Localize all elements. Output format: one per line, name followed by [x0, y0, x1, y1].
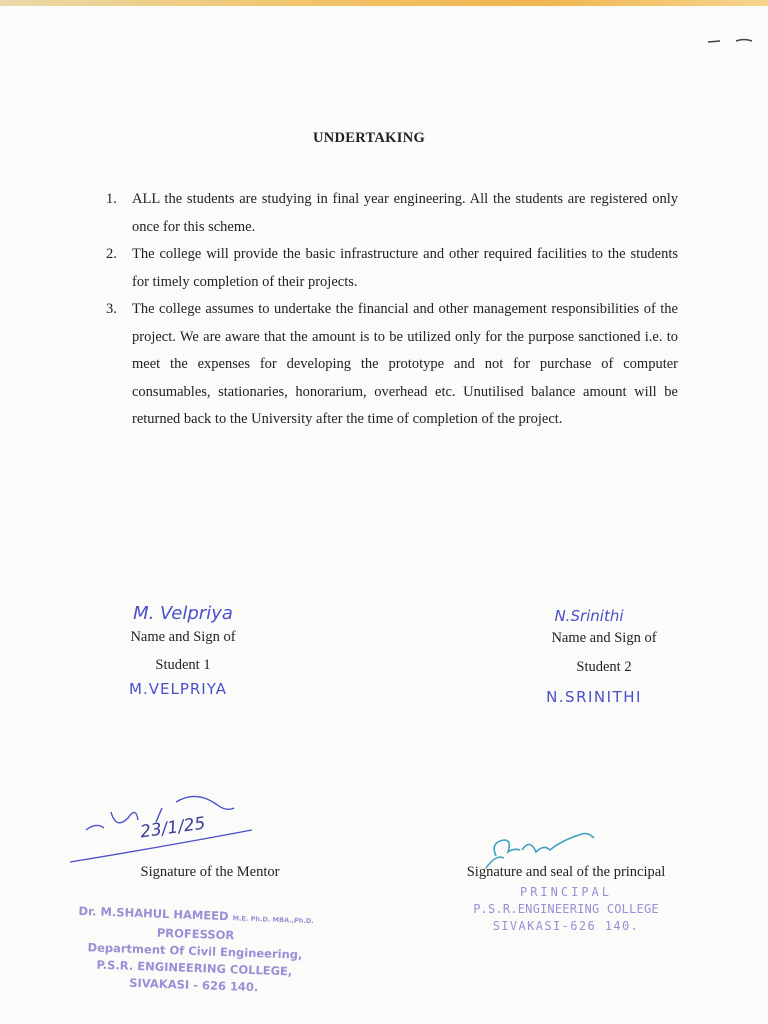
list-item-text: The college assumes to undertake the financial and other management responsibilities of the project. We are aware that the amount is to be utilized only for the purpose sanctioned i.e. to meet the expenses for developing the prototype and not for purchase of computer consumables, stationaries, honorarium, overhead etc. Unutilised balance amount will be returned back to the University after the time of completion of the project. — [132, 301, 678, 427]
student1-signature-block — [98, 602, 268, 698]
list-item-number: 3. — [106, 301, 117, 317]
student1-label-line1: Name and Sign of — [130, 629, 236, 645]
principal-stamp — [446, 884, 686, 935]
document-title: UNDERTAKING — [312, 130, 426, 146]
list-item-number: 2. — [106, 246, 117, 262]
list-item-number: 1. — [106, 191, 117, 207]
mentor-label: Signature of the Mentor — [140, 864, 280, 880]
list-item — [106, 296, 678, 434]
student1-name: M.VELPRIYA — [129, 680, 227, 698]
mentor-stamp-line3: Department Of Civil Engineering, — [87, 940, 303, 962]
mentor-stamp — [69, 903, 322, 999]
mentor-stamp-name: Dr. M.SHAHUL HAMEED — [78, 903, 229, 924]
student2-signature-block — [519, 606, 689, 706]
list-item — [106, 241, 678, 296]
corner-pen-mark — [706, 36, 754, 46]
principal-stamp-line3: SIVAKASI-626 140. — [492, 919, 640, 933]
undertaking-list — [106, 186, 678, 434]
top-edge-strip — [0, 0, 768, 6]
student2-label-line2: Student 2 — [576, 659, 632, 675]
list-item — [106, 186, 678, 241]
principal-stamp-line1: PRINCIPAL — [519, 885, 613, 899]
mentor-stamp-degrees: M.E. Ph.D. MBA.,Ph.D. — [232, 914, 314, 926]
principal-stamp-line2: P.S.R.ENGINEERING COLLEGE — [473, 902, 659, 916]
student2-label-line1: Name and Sign of — [551, 630, 657, 646]
student1-signature: M. Velpriya — [133, 603, 233, 624]
mentor-stamp-line4: P.S.R. ENGINEERING COLLEGE, — [96, 957, 293, 979]
principal-label: Signature and seal of the principal — [466, 864, 666, 880]
mentor-stamp-line5: SIVAKASI - 626 140. — [129, 975, 259, 995]
student1-label-line2: Student 1 — [155, 657, 211, 673]
list-item-text: ALL the students are studying in final year engineering. All the students are registered only once for this scheme. — [132, 191, 678, 235]
mentor-date: 23/1/25 — [138, 813, 207, 843]
student2-name: N.SRINITHI — [546, 688, 642, 706]
student2-signature: N.Srinithi — [554, 607, 624, 625]
mentor-stamp-line2: PROFESSOR — [156, 925, 235, 943]
list-item-text: The college will provide the basic infrastructure and other required facilities to the students for timely completion of their projects. — [132, 246, 678, 290]
